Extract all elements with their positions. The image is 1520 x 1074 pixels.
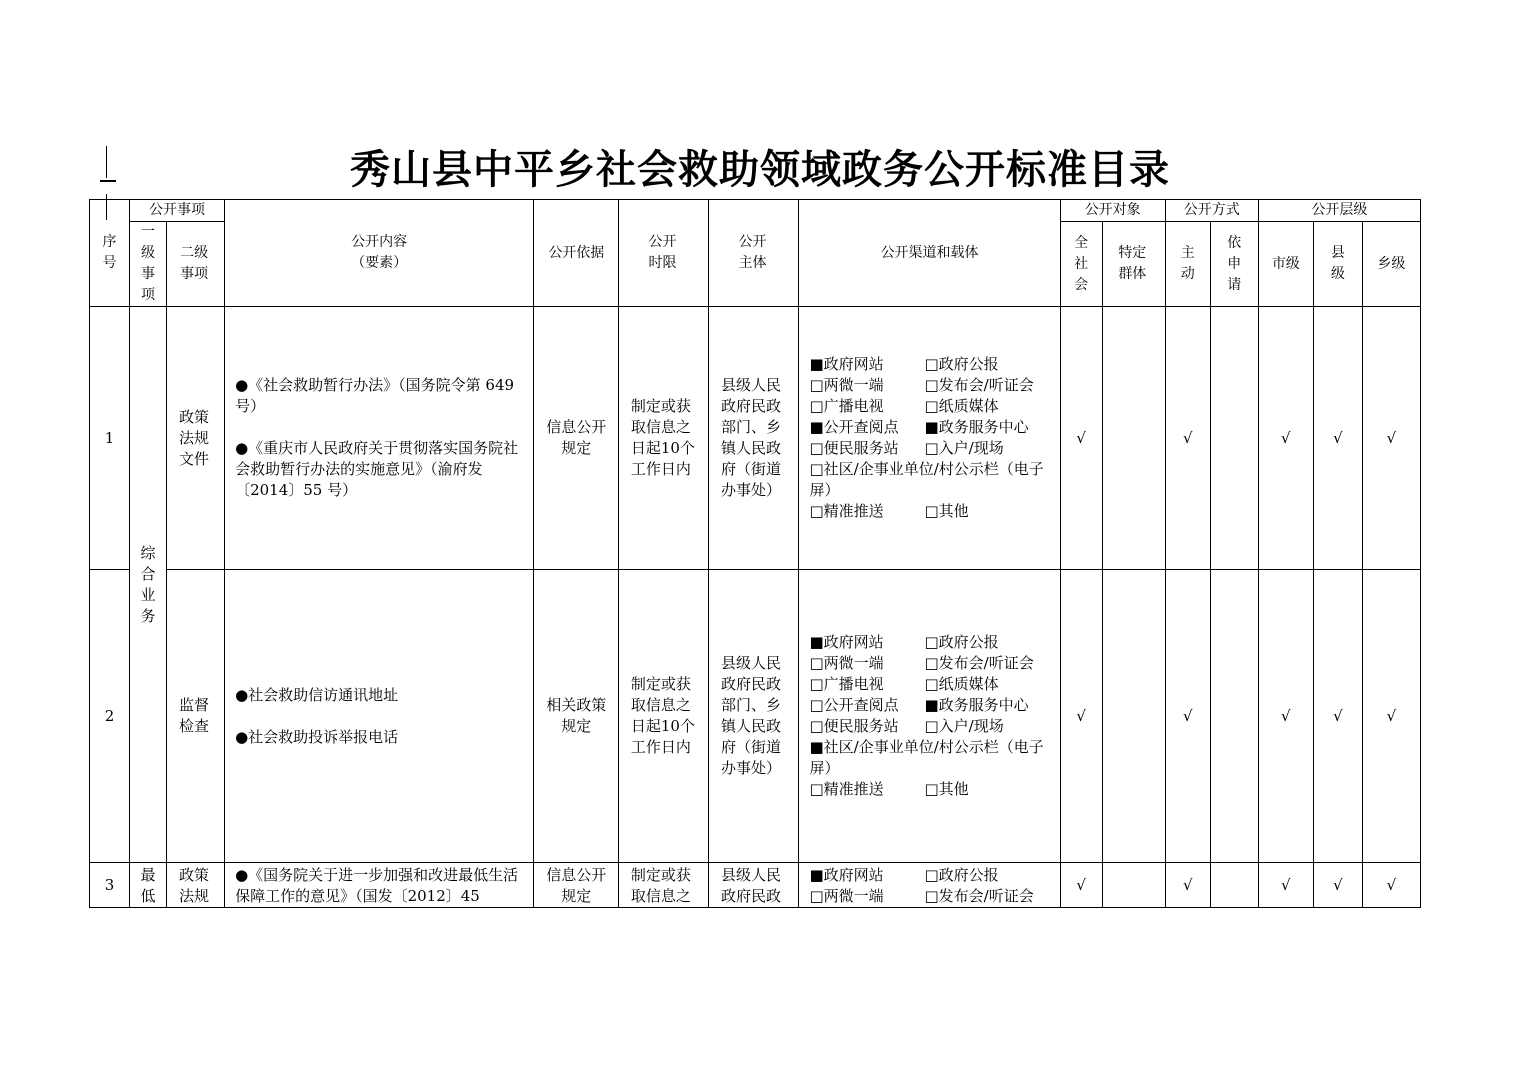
channel-item: ■政府网站 [809,355,884,373]
row-seq: 2 [90,570,130,863]
row-basis: 信息公开规定 [534,307,619,570]
row-time-limit: 制定或获取信息之日起10个工作日内 [619,570,709,863]
header-specific-group: 特定群体 [1102,222,1165,307]
channel-item: □发布会/听证会 [924,376,1034,394]
channel-item: □两微一端 [809,887,884,905]
header-active: 主动 [1165,222,1210,307]
row-content: ●《国务院关于进一步加强和改进最低生活保障工作的意见》（国发〔2012〕45 [225,863,534,908]
header-method-group: 公开方式 [1165,200,1258,222]
channel-item: □两微一端 [809,376,884,394]
channel-item: □纸质媒体 [924,397,999,415]
row-seq: 3 [90,863,130,908]
channel-item: □发布会/听证会 [924,887,1034,905]
channel-item: □政府公报 [924,355,999,373]
header-time-limit: 公开时限 [619,200,709,307]
header-seq: 序号 [90,200,130,307]
check-township: √ [1362,863,1420,908]
check-on-request [1210,570,1258,863]
check-active: √ [1165,570,1210,863]
level1-general: 综合业务 [130,307,167,863]
row-basis: 相关政策规定 [534,570,619,863]
channel-item: ■政府网站 [809,633,884,651]
check-city: √ [1258,863,1313,908]
channel-item: □入户/现场 [924,717,1004,735]
binding-mark-dash [100,180,116,182]
row-seq: 1 [90,307,130,570]
row-basis: 信息公开规定 [534,863,619,908]
check-specific-group [1102,863,1165,908]
check-on-request [1210,863,1258,908]
table-row [90,570,1421,863]
row-channels [799,570,1060,863]
header-city: 市级 [1258,222,1313,307]
header-level1: 一级事项 [130,222,167,307]
channel-item: □两微一端 [809,654,884,672]
channel-item: □发布会/听证会 [924,654,1034,672]
channel-item: □便民服务站 [809,439,899,457]
check-all-society: √ [1060,570,1102,863]
check-county: √ [1313,863,1362,908]
header-row-1 [90,200,1421,222]
channel-item: □广播电视 [809,397,884,415]
check-specific-group [1102,570,1165,863]
channel-item: □政府公报 [924,633,999,651]
row-level2: 监督检查 [167,570,225,863]
check-city: √ [1258,570,1313,863]
channel-item: □社区/企事业单位/村公示栏（电子屏） [809,460,1044,499]
channel-item: □其他 [924,502,969,520]
channel-item: ■公开查阅点 [809,418,899,436]
header-level-group: 公开层级 [1258,200,1420,222]
header-all-society: 全社会 [1060,222,1102,307]
check-active: √ [1165,307,1210,570]
channel-item: ■政务服务中心 [924,696,1029,714]
check-township: √ [1362,307,1420,570]
row-level2: 政策法规文件 [167,307,225,570]
row-content: ●《社会救助暂行办法》（国务院令第 649 号） ●《重庆市人民政府关于贯彻落实国务院社会救助暂行办法的实施意见》（渝府发〔2014〕55 号） [225,307,534,570]
header-on-request: 依申请 [1210,222,1258,307]
page-title: 秀山县中平乡社会救助领域政务公开标准目录 [350,146,1170,193]
check-city: √ [1258,307,1313,570]
row-content: ●社会救助信访通讯地址 ●社会救助投诉举报电话 [225,570,534,863]
header-basis: 公开依据 [534,200,619,307]
header-channels: 公开渠道和载体 [799,200,1060,307]
channel-item: □纸质媒体 [924,675,999,693]
check-all-society: √ [1060,863,1102,908]
binding-mark-top [106,146,107,178]
row-time-limit: 制定或获取信息之日起10个工作日内 [619,307,709,570]
channel-item: ■政府网站 [809,866,884,884]
check-specific-group [1102,307,1165,570]
row-time-limit: 制定或获取信息之 [619,863,709,908]
row-channels [799,307,1060,570]
row-level2: 政策法规 [167,863,225,908]
header-level2: 二级事项 [167,222,225,307]
channel-item: □便民服务站 [809,717,899,735]
header-township: 乡级 [1362,222,1420,307]
channel-item: □精准推送 [809,502,884,520]
channel-item: ■政务服务中心 [924,418,1029,436]
table-row [90,863,1421,908]
check-on-request [1210,307,1258,570]
level1-minimum: 最低 [130,863,167,908]
disclosure-table [89,199,1421,908]
channel-item: □广播电视 [809,675,884,693]
row-subject: 县级人民政府民政部门、乡镇人民政府（街道办事处） [709,307,799,570]
channel-item: ■社区/企事业单位/村公示栏（电子屏） [809,738,1044,777]
check-township: √ [1362,570,1420,863]
header-content: 公开内容 （要素） [225,200,534,307]
row-subject: 县级人民政府民政部门、乡镇人民政府（街道办事处） [709,570,799,863]
header-county: 县级 [1313,222,1362,307]
row-channels [799,863,1060,908]
header-object-group: 公开对象 [1060,200,1165,222]
header-matter-group: 公开事项 [130,200,225,222]
check-county: √ [1313,307,1362,570]
channel-item: □入户/现场 [924,439,1004,457]
check-active: √ [1165,863,1210,908]
check-county: √ [1313,570,1362,863]
channel-item: □政府公报 [924,866,999,884]
header-subject: 公开主体 [709,200,799,307]
channel-item: □其他 [924,780,969,798]
row-subject: 县级人民政府民政 [709,863,799,908]
channel-item: □精准推送 [809,780,884,798]
channel-item: □公开查阅点 [809,696,899,714]
check-all-society: √ [1060,307,1102,570]
table-row [90,307,1421,570]
